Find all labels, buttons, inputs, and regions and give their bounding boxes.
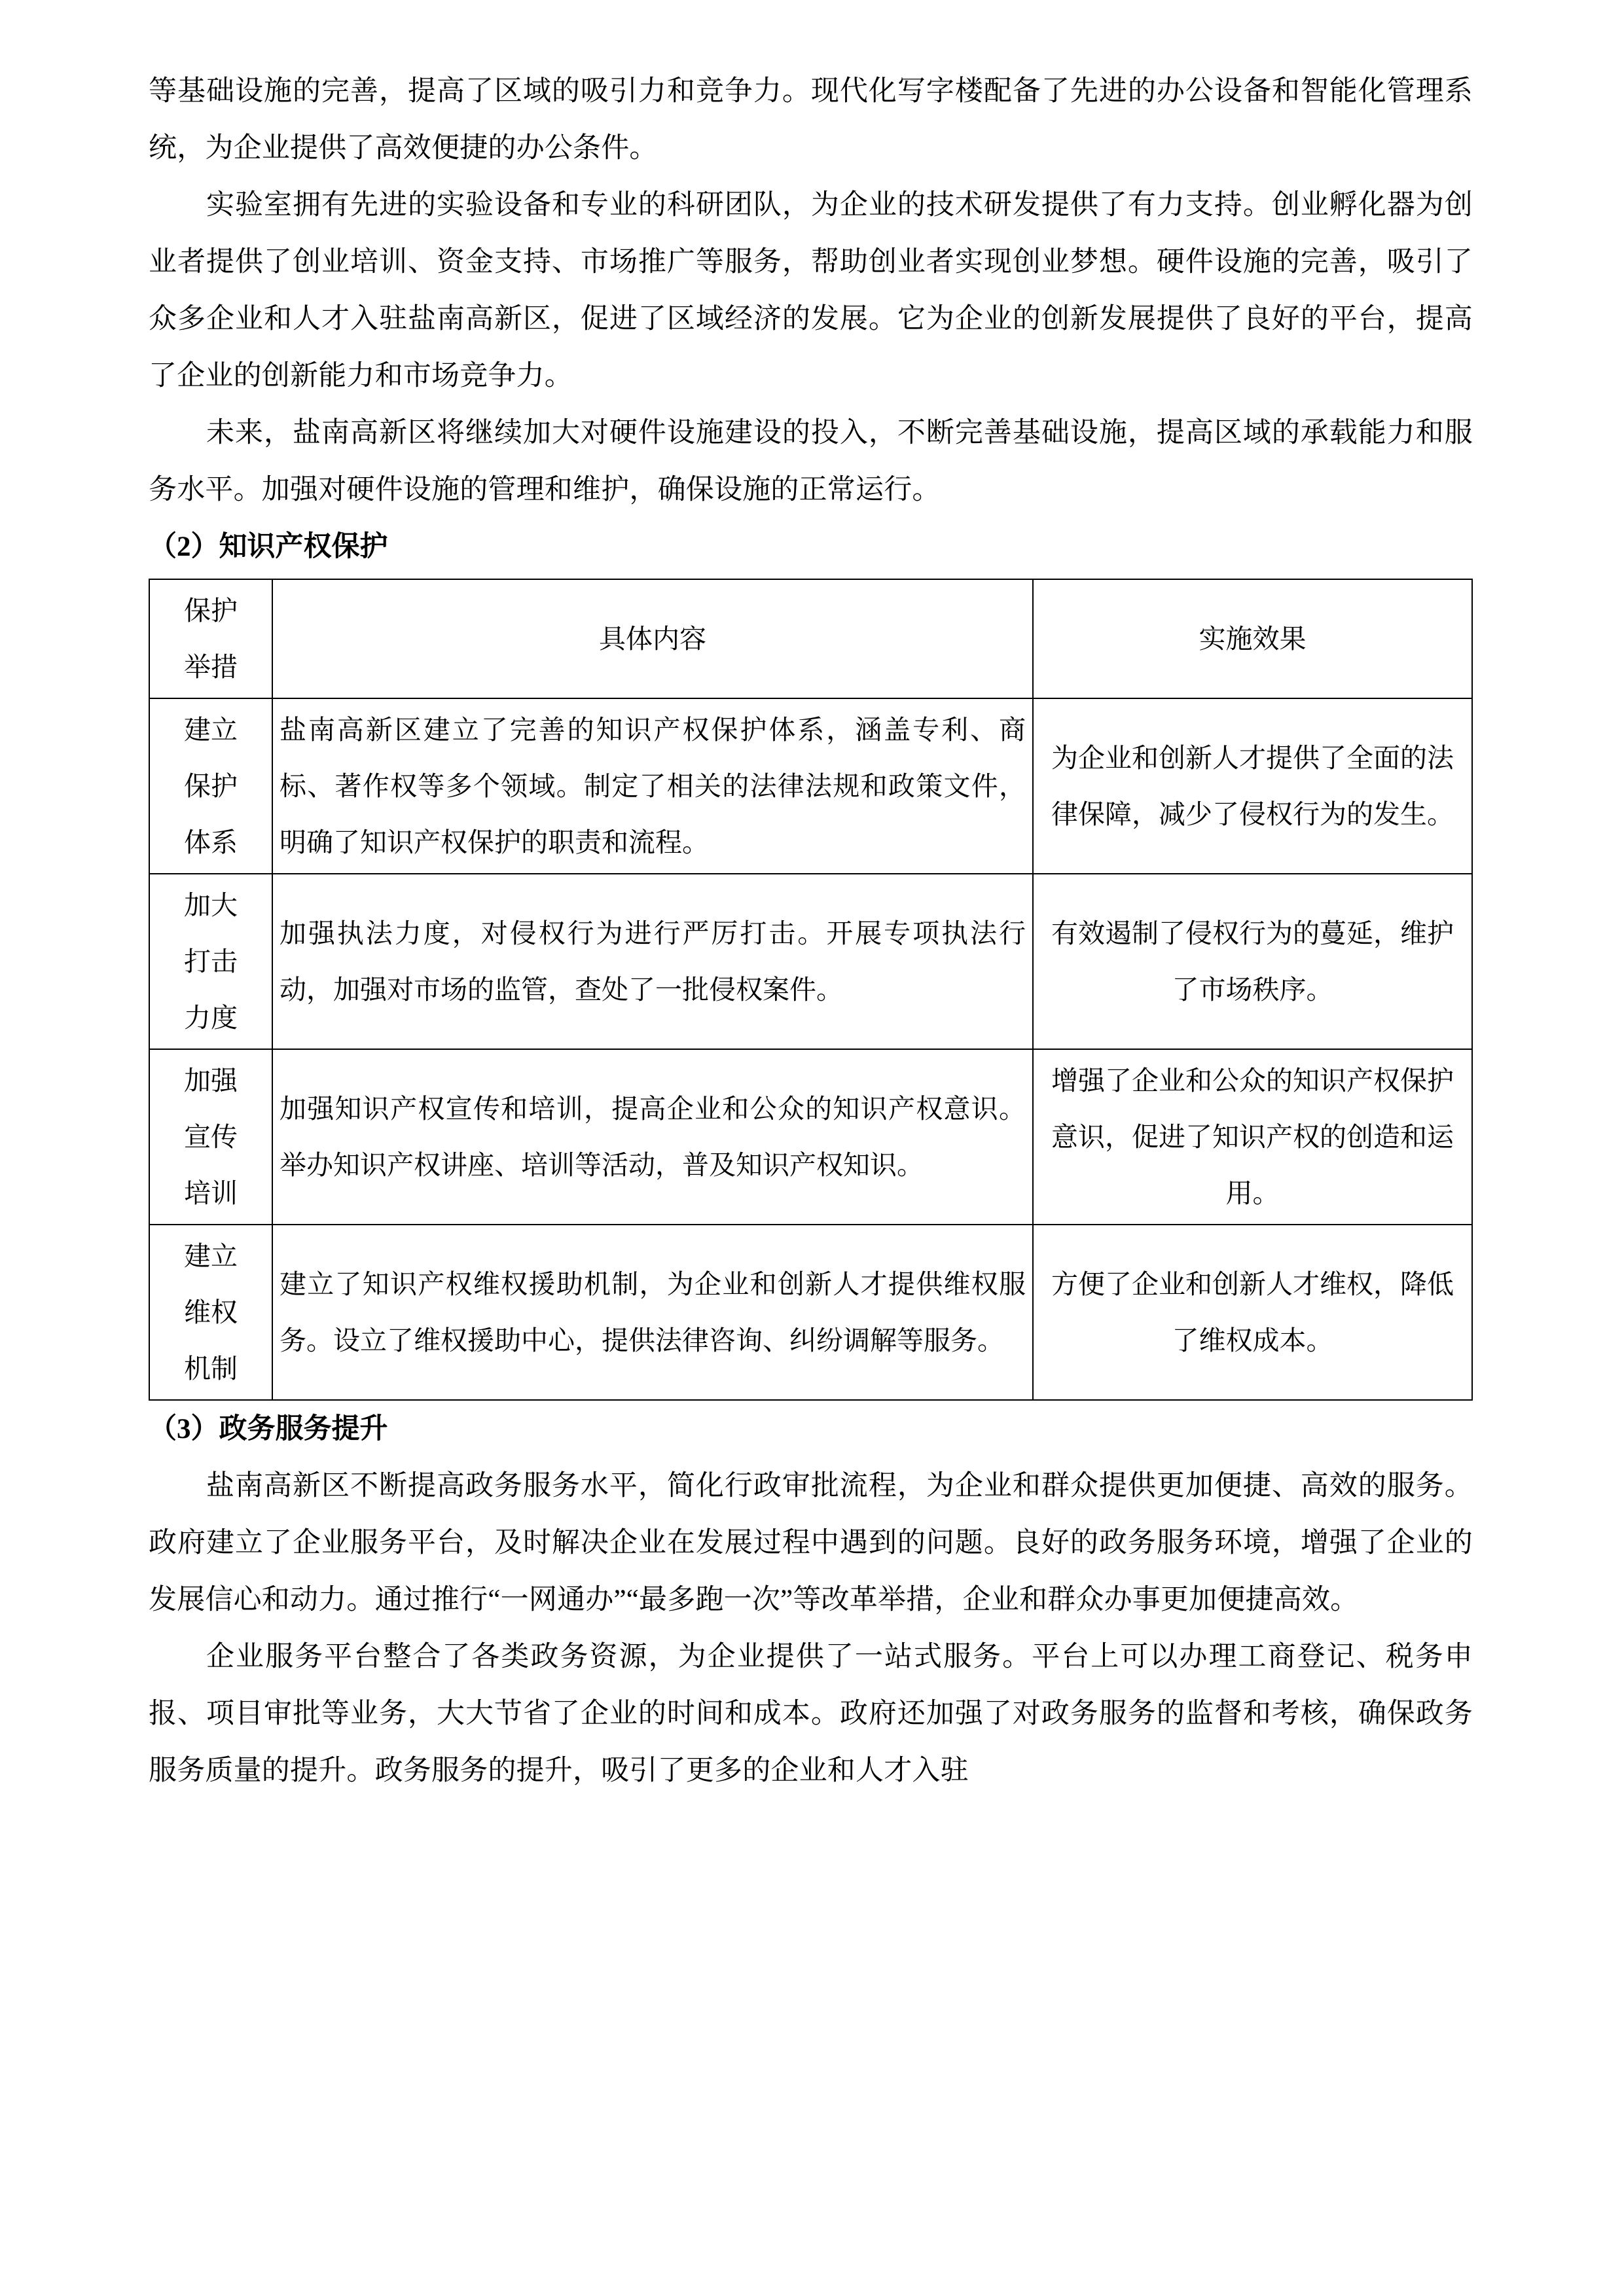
row-content: 建立了知识产权维权援助机制，为企业和创新人才提供维权服务。设立了维权援助中心，提供法律咨询、纠纷调解等服务。 xyxy=(272,1225,1033,1400)
row-effect: 方便了企业和创新人才维权，降低了维权成本。 xyxy=(1033,1225,1472,1400)
table-row xyxy=(149,1225,1472,1400)
paragraph-continuation: 等基础设施的完善，提高了区域的吸引力和竞争力。现代化写字楼配备了先进的办公设备和智能化管理系统，为企业提供了高效便捷的办公条件。 xyxy=(149,76,1473,164)
row-measure-line-2: 打击 xyxy=(184,946,238,977)
row-measure-line-2: 保护 xyxy=(184,771,238,801)
table-row xyxy=(149,1049,1472,1225)
row-measure xyxy=(149,698,272,874)
table-header-measure xyxy=(149,579,272,698)
row-measure xyxy=(149,1049,272,1225)
row-measure-line-3: 培训 xyxy=(184,1178,238,1208)
row-measure-line-1: 建立 xyxy=(184,1241,238,1271)
table-header-content: 具体内容 xyxy=(272,579,1033,698)
row-content: 加强知识产权宣传和培训，提高企业和公众的知识产权意识。举办知识产权讲座、培训等活动，普及知识产权知识。 xyxy=(272,1049,1033,1225)
row-measure xyxy=(149,874,272,1049)
paragraph-service-platform: 企业服务平台整合了各类政务资源，为企业提供了一站式服务。平台上可以办理工商登记、税务申报、项目审批等业务，大大节省了企业的时间和成本。政府还加强了对政务服务的监督和考核，确保政务服务质量的提升。政务服务的提升，吸引了更多的企业和人才入驻 xyxy=(149,1641,1473,1786)
table-header-row xyxy=(149,579,1472,698)
row-measure-line-1: 建立 xyxy=(184,715,238,745)
table-row xyxy=(149,874,1472,1049)
row-measure-line-2: 维权 xyxy=(184,1297,238,1327)
table-row xyxy=(149,698,1472,874)
row-content: 加强执法力度，对侵权行为进行严厉打击。开展专项执法行动，加强对市场的监管，查处了一批侵权案件。 xyxy=(272,874,1033,1049)
row-measure-line-2: 宣传 xyxy=(184,1122,238,1152)
row-effect: 为企业和创新人才提供了全面的法律保障，减少了侵权行为的发生。 xyxy=(1033,698,1472,874)
row-measure-line-3: 机制 xyxy=(184,1354,238,1384)
table-header-measure-line-1: 保护 xyxy=(184,596,238,626)
row-measure-line-1: 加大 xyxy=(184,890,238,920)
row-measure-line-3: 体系 xyxy=(184,827,238,857)
table-header-effect: 实施效果 xyxy=(1033,579,1472,698)
paragraph-service-level: 盐南高新区不断提高政务服务水平，简化行政审批流程，为企业和群众提供更加便捷、高效的服务。政府建立了企业服务平台，及时解决企业在发展过程中遇到的问题。良好的政务服务环境，增强了企业的发展信心和动力。通过推行“一网通办”“最多跑一次”等改革举措，企业和群众办事更加便捷高效。 xyxy=(149,1471,1473,1615)
table-header-measure-line-2: 举措 xyxy=(184,652,238,682)
row-measure-line-1: 加强 xyxy=(184,1066,238,1096)
row-content: 盐南高新区建立了完善的知识产权保护体系，涵盖专利、商标、著作权等多个领域。制定了相关的法律法规和政策文件，明确了知识产权保护的职责和流程。 xyxy=(272,698,1033,874)
row-measure-line-3: 力度 xyxy=(184,1003,238,1033)
document-body xyxy=(149,63,1473,1799)
ip-protection-table xyxy=(149,579,1473,1401)
row-measure xyxy=(149,1225,272,1400)
heading-government-service: （3）政务服务提升 xyxy=(149,1414,388,1444)
paragraph-future: 未来，盐南高新区将继续加大对硬件设施建设的投入，不断完善基础设施，提高区域的承载能力和服务水平。加强对硬件设施的管理和维护，确保设施的正常运行。 xyxy=(149,418,1473,505)
heading-ip-protection: （2）知识产权保护 xyxy=(149,531,388,562)
row-effect: 有效遏制了侵权行为的蔓延，维护了市场秩序。 xyxy=(1033,874,1472,1049)
row-effect: 增强了企业和公众的知识产权保护意识，促进了知识产权的创造和运用。 xyxy=(1033,1049,1472,1225)
paragraph-laboratory: 实验室拥有先进的实验设备和专业的科研团队，为企业的技术研发提供了有力支持。创业孵化器为创业者提供了创业培训、资金支持、市场推广等服务，帮助创业者实现创业梦想。硬件设施的完善，吸引了众多企业和人才入驻盐南高新区，促进了区域经济的发展。它为企业的创新发展提供了良好的平台，提高了企业的创新能力和市场竞争力。 xyxy=(149,190,1473,391)
